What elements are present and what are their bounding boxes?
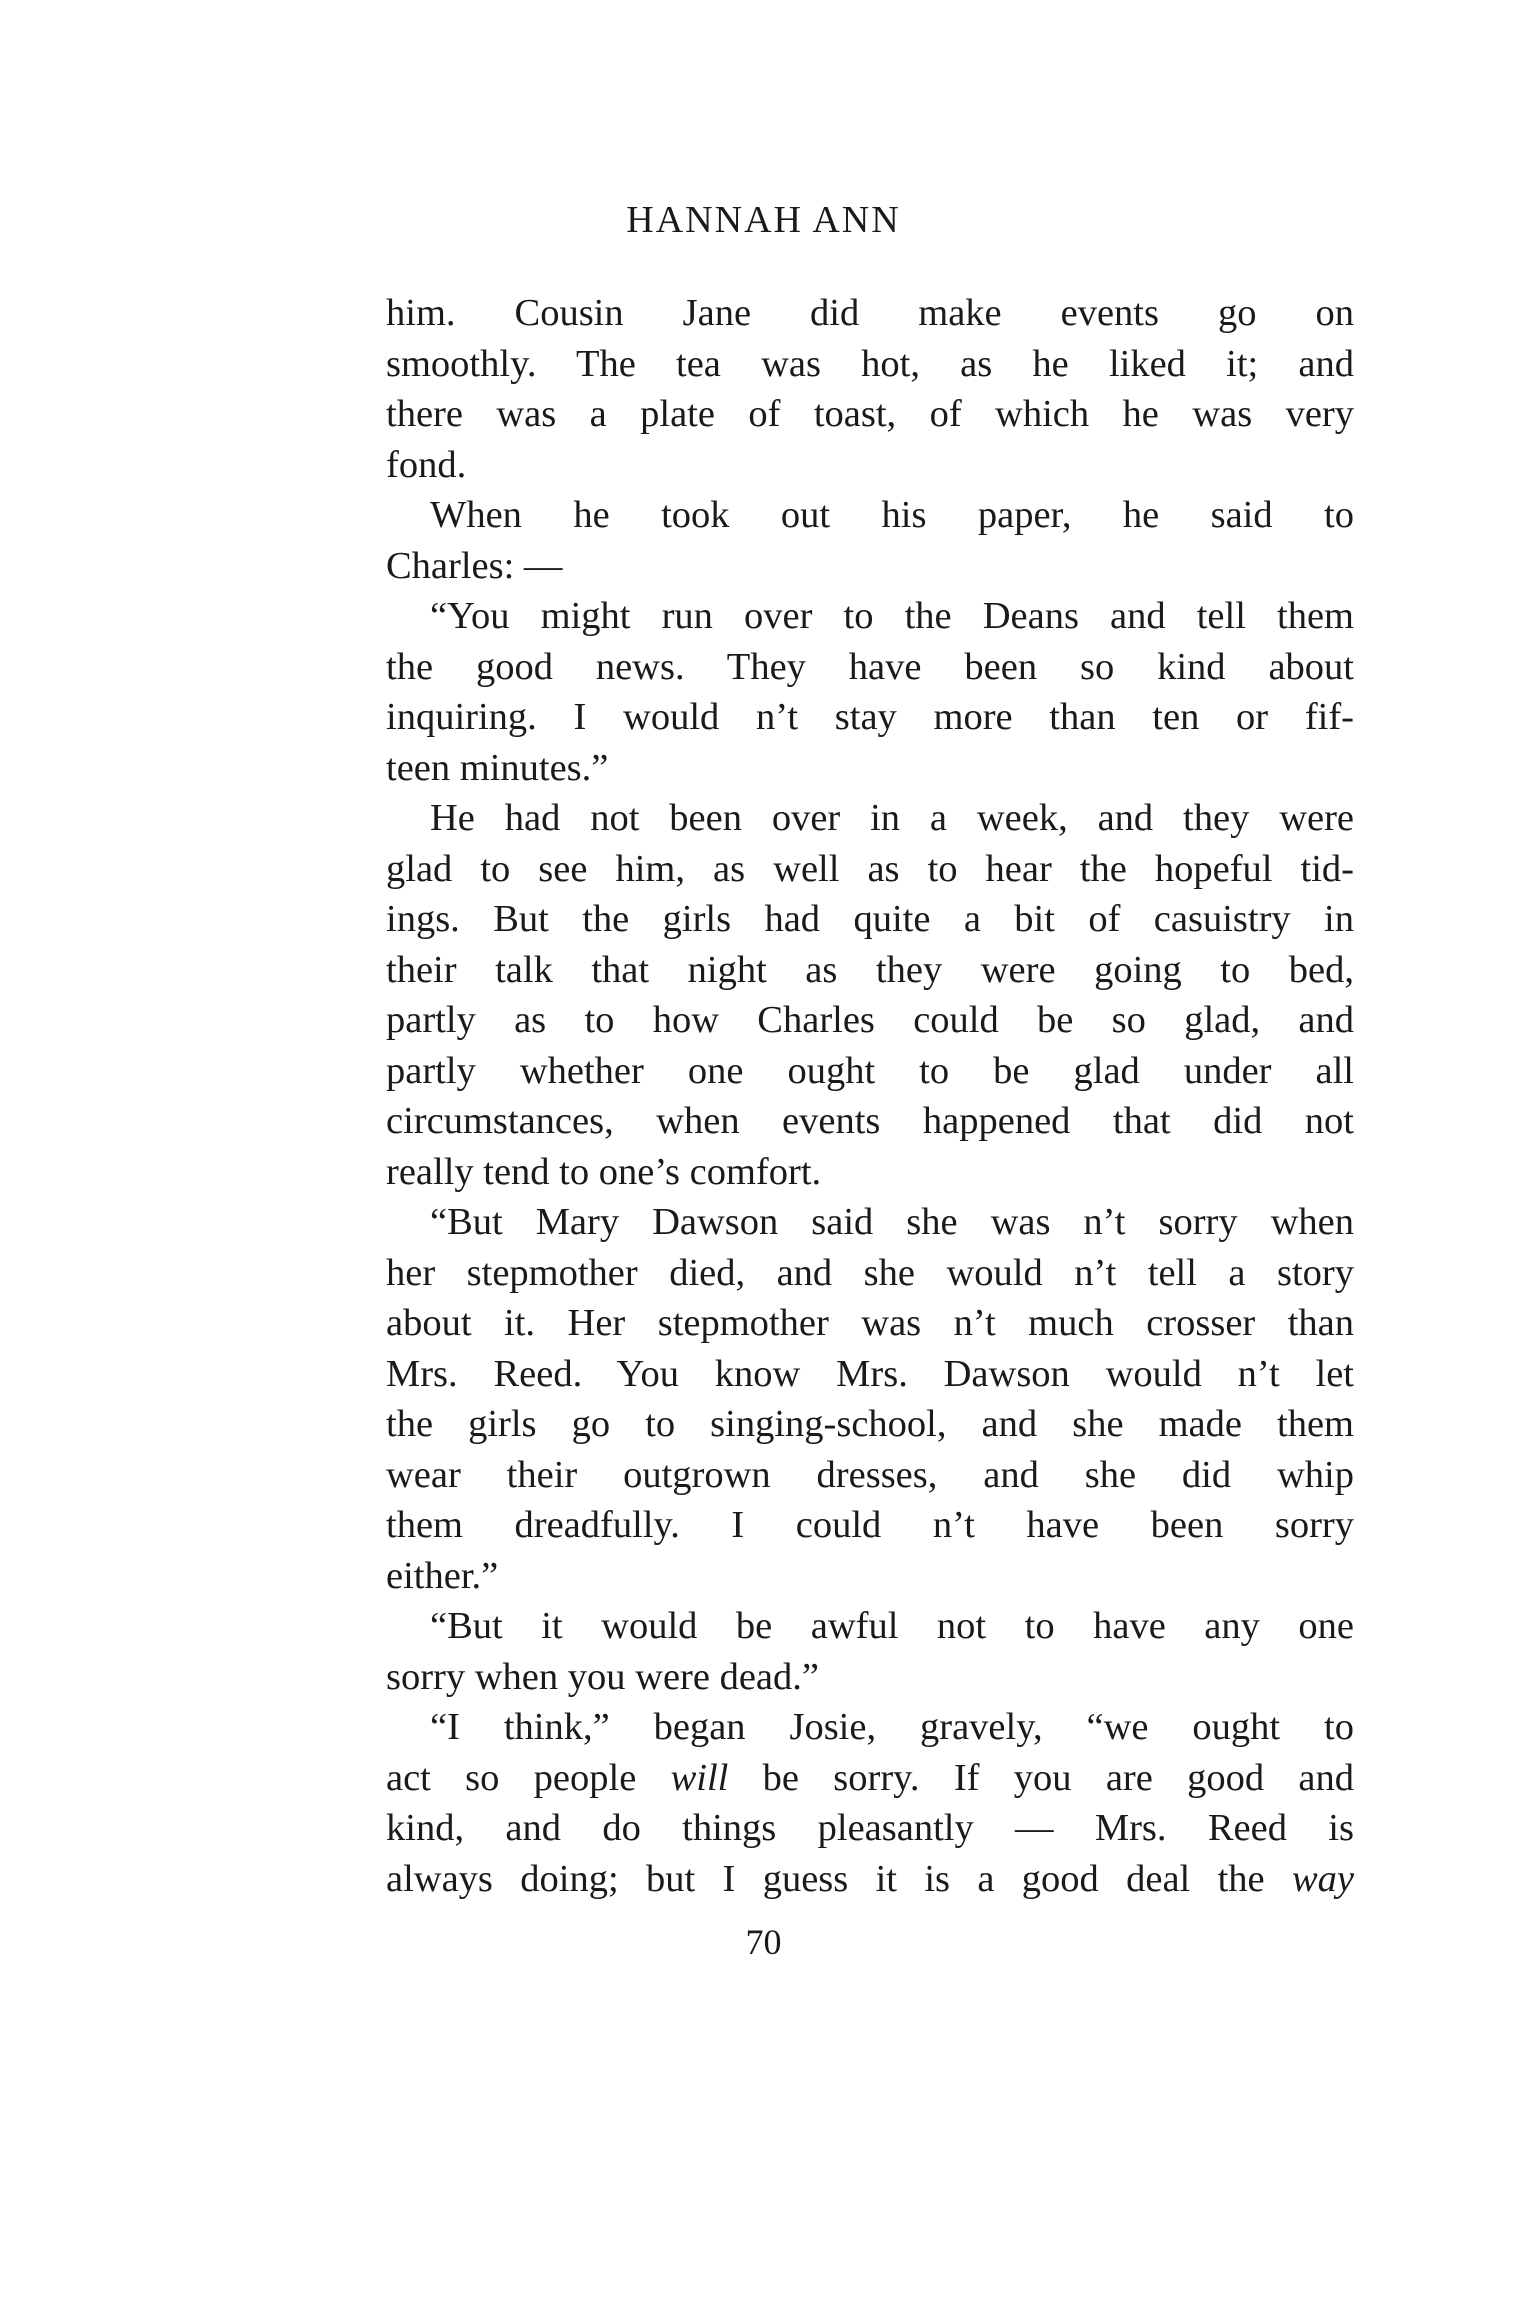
text-line: “But it would be awful not to have any one <box>430 1605 1354 1647</box>
text-line: partly whether one ought to be glad under all <box>386 1049 1354 1092</box>
text-line: “But Mary Dawson said she was n’t sorry when <box>430 1201 1354 1243</box>
text-line: Charles: — <box>386 544 563 587</box>
paragraph <box>386 288 1354 490</box>
text-line: sorry when you were dead.” <box>386 1655 819 1698</box>
text-line: either.” <box>386 1554 499 1597</box>
paragraph <box>386 1601 1354 1702</box>
text-line: glad to see him, as well as to hear the hopeful tid- <box>386 847 1354 890</box>
text-line: circumstances, when events happened that did not <box>386 1100 1354 1142</box>
text-line: inquiring. I would n’t stay more than ten or fif- <box>386 696 1354 738</box>
page-number: 70 <box>745 1922 782 1962</box>
text-line: there was a plate of toast, of which he was very <box>386 393 1354 435</box>
text-line: her stepmother died, and she would n’t tell a story <box>386 1251 1354 1294</box>
text-line: about it. Her stepmother was n’t much crosser than <box>386 1302 1354 1344</box>
paragraph <box>386 793 1354 1197</box>
text-line: When he took out his paper, he said to <box>430 494 1354 536</box>
text-line: the good news. They have been so kind about <box>386 645 1354 688</box>
text-line: them dreadfully. I could n’t have been sorry <box>386 1504 1354 1546</box>
paragraph <box>386 1702 1354 1904</box>
text-line: “You might run over to the Deans and tell them <box>430 595 1354 637</box>
text-line: really tend to one’s comfort. <box>386 1150 822 1193</box>
text-line: He had not been over in a week, and they were <box>430 797 1354 839</box>
text-line: their talk that night as they were going to bed, <box>386 948 1354 991</box>
text-line: ings. But the girls had quite a bit of casuistry in <box>386 898 1354 940</box>
text-line: always doing; but I guess it is a good deal the way <box>386 1857 1354 1900</box>
text-line: smoothly. The tea was hot, as he liked it; and <box>386 342 1354 385</box>
paragraph <box>386 490 1354 591</box>
text-line: “I think,” began Josie, gravely, “we ought to <box>430 1706 1354 1748</box>
text-line: wear their outgrown dresses, and she did whip <box>386 1453 1354 1496</box>
text-line: act so people will be sorry. If you are good and <box>386 1756 1354 1799</box>
text-line: kind, and do things pleasantly — Mrs. Reed is <box>386 1807 1354 1849</box>
text-line: teen minutes.” <box>386 746 609 789</box>
text-line: partly as to how Charles could be so glad, and <box>386 999 1354 1041</box>
text-line: the girls go to singing-school, and she made them <box>386 1403 1354 1445</box>
text-line: Mrs. Reed. You know Mrs. Dawson would n’t let <box>386 1352 1354 1395</box>
text-line: fond. <box>386 443 467 486</box>
body-text <box>386 288 1354 1904</box>
running-head: HANNAH ANN <box>626 199 901 241</box>
paragraph <box>386 591 1354 793</box>
text-line: him. Cousin Jane did make events go on <box>386 292 1354 334</box>
paragraph <box>386 1197 1354 1601</box>
